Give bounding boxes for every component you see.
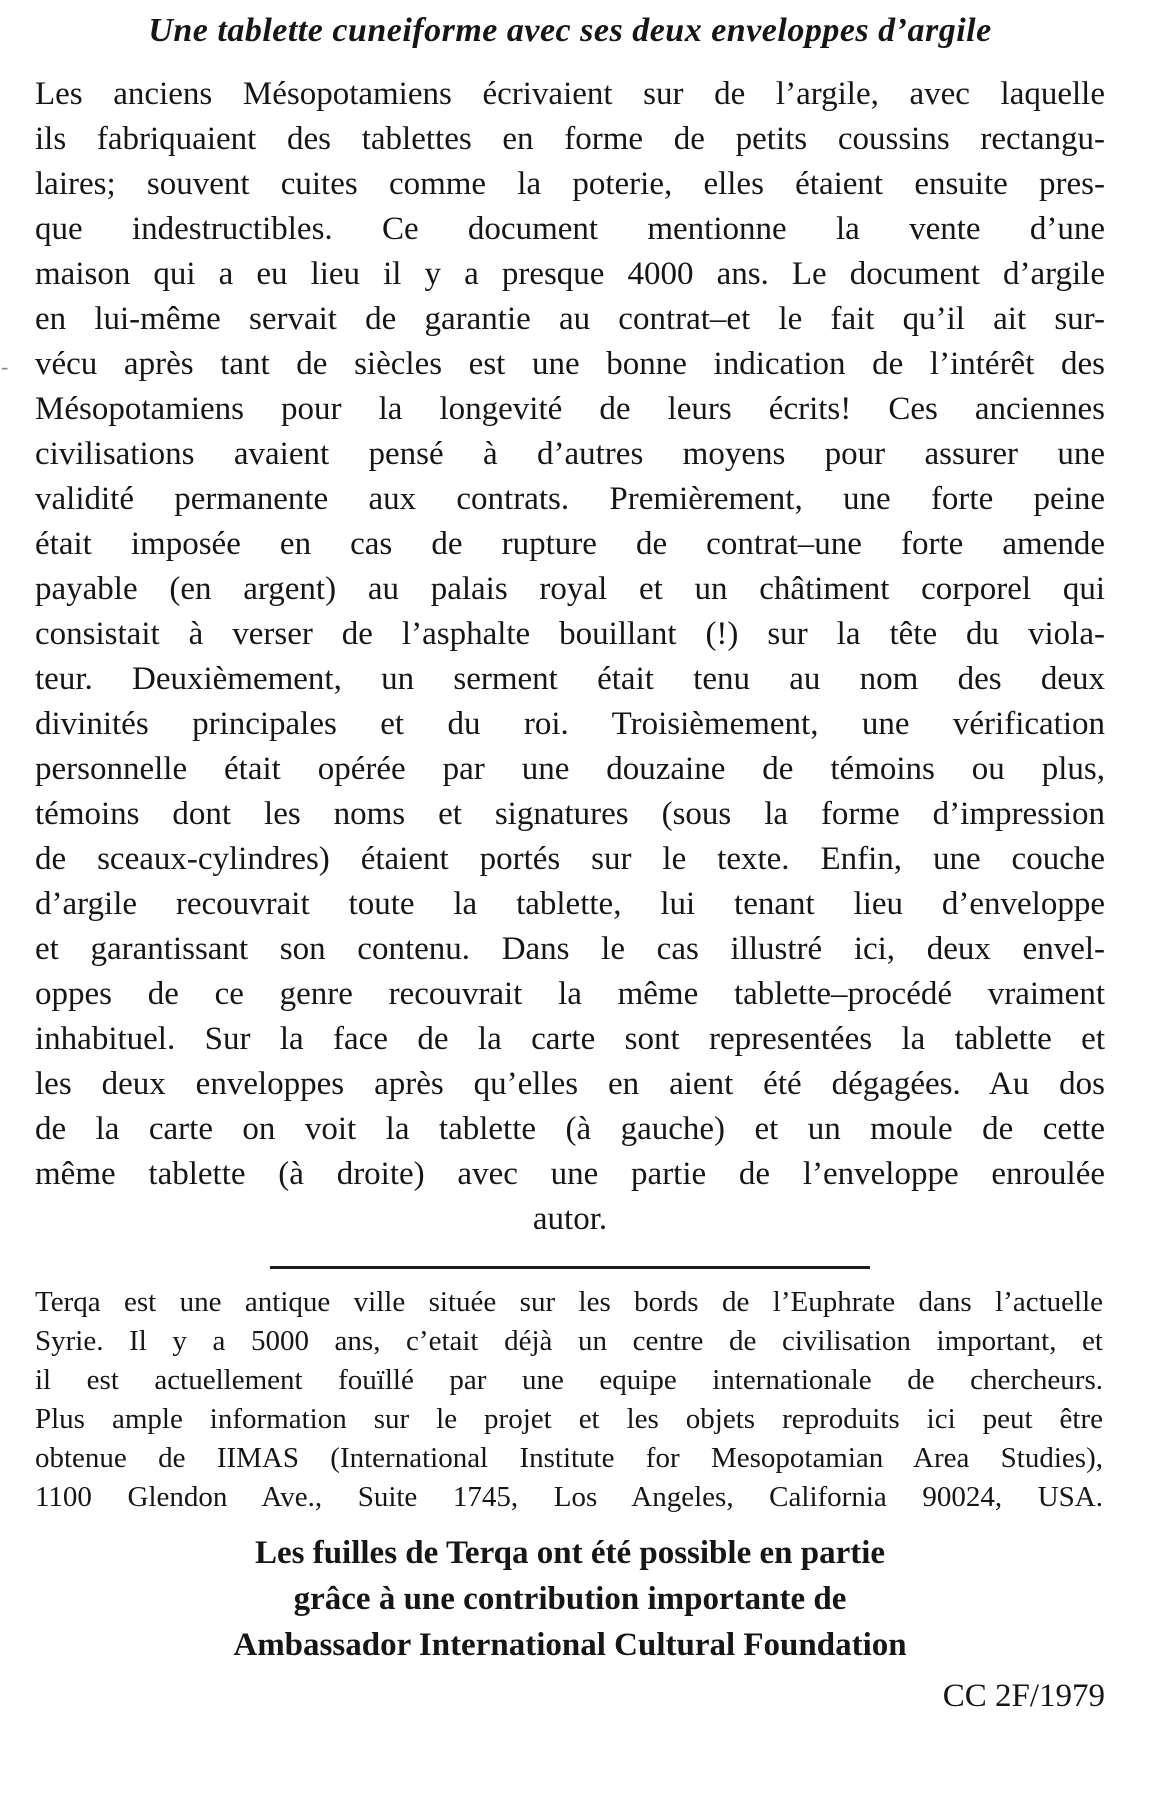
text-line: Les anciens Mésopotamiens écrivaient sur de l’argile, avec laquelle [35,76,1105,112]
text-line: Mésopotamiens pour la longevité de leurs écrits! Ces anciennes [35,391,1105,427]
text-line: témoins dont les noms et signatures (sous la forme d’impression [35,796,1105,832]
credit-line: Ambassador International Cultural Foundation [233,1627,907,1663]
credit-line: grâce à une contribution importante de [293,1581,847,1617]
text-line: de sceaux-cylindres) étaient portés sur le texte. Enfin, une couche [35,841,1105,877]
text-line: d’argile recouvrait toute la tablette, lui tenant lieu d’enveloppe [35,886,1105,922]
text-line: autor. [532,1201,608,1237]
main-paragraph [35,72,1105,1242]
section-divider [270,1266,870,1269]
catalog-number: CC 2F/1979 [942,1678,1105,1714]
text-line: inhabituel. Sur la face de la carte sont representées la tablette et [35,1021,1105,1057]
text-line: vécu après tant de siècles est une bonne indication de l’intérêt des [35,346,1105,382]
text-line: 1100 Glendon Ave., Suite 1745, Los Angeles, California 90024, USA. [35,1481,1103,1513]
text-line: oppes de ce genre recouvrait la même tablette–procédé vraiment [35,976,1105,1012]
footnote-paragraph [35,1283,1103,1517]
text-line: ils fabriquaient des tablettes en forme de petits coussins rectangu- [35,121,1105,157]
text-line: que indestructibles. Ce document mentionne la vente d’une [35,211,1105,247]
credit-block [35,1530,1105,1668]
text-line: maison qui a eu lieu il y a presque 4000 ans. Le document d’argile [35,256,1105,292]
text-line: personnelle était opérée par une douzaine de témoins ou plus, [35,751,1105,787]
text-line: divinités principales et du roi. Troisièmement, une vérification [35,706,1105,742]
text-line: Syrie. Il y a 5000 ans, c’etait déjà un centre de civilisation important, et [35,1325,1103,1357]
text-line: laires; souvent cuites comme la poterie, elles étaient ensuite pres- [35,166,1105,202]
text-line: Plus ample information sur le projet et les objets reproduits ici peut être [35,1403,1103,1435]
text-line: civilisations avaient pensé à d’autres moyens pour assurer une [35,436,1105,472]
text-line: validité permanente aux contrats. Premièrement, une forte peine [35,481,1105,517]
scan-stray-mark: - [1,354,9,379]
text-line: était imposée en cas de rupture de contrat–une forte amende [35,526,1105,562]
text-line: teur. Deuxièmement, un serment était tenu au nom des deux [35,661,1105,697]
text-line: payable (en argent) au palais royal et un châtiment corporel qui [35,571,1105,607]
text-line: les deux enveloppes après qu’elles en aient été dégagées. Au dos [35,1066,1105,1102]
text-line: consistait à verser de l’asphalte bouillant (!) sur la tête du viola- [35,616,1105,652]
text-line: de la carte on voit la tablette (à gauche) et un moule de cette [35,1111,1105,1147]
text-line: il est actuellement fouïllé par une equipe internationale de chercheurs. [35,1364,1103,1396]
article-title: Une tablette cuneiforme avec ses deux enveloppes d’argile [148,12,992,49]
text-line: obtenue de IIMAS (International Institute for Mesopotamian Area Studies), [35,1442,1103,1474]
text-line: Terqa est une antique ville située sur les bords de l’Euphrate dans l’actuelle [35,1286,1103,1318]
text-line: même tablette (à droite) avec une partie de l’enveloppe enroulée [35,1156,1105,1192]
text-line: et garantissant son contenu. Dans le cas illustré ici, deux envel- [35,931,1105,967]
text-line: en lui-même servait de garantie au contrat–et le fait qu’il ait sur- [35,301,1105,337]
credit-line: Les fuilles de Terqa ont été possible en partie [254,1535,886,1571]
